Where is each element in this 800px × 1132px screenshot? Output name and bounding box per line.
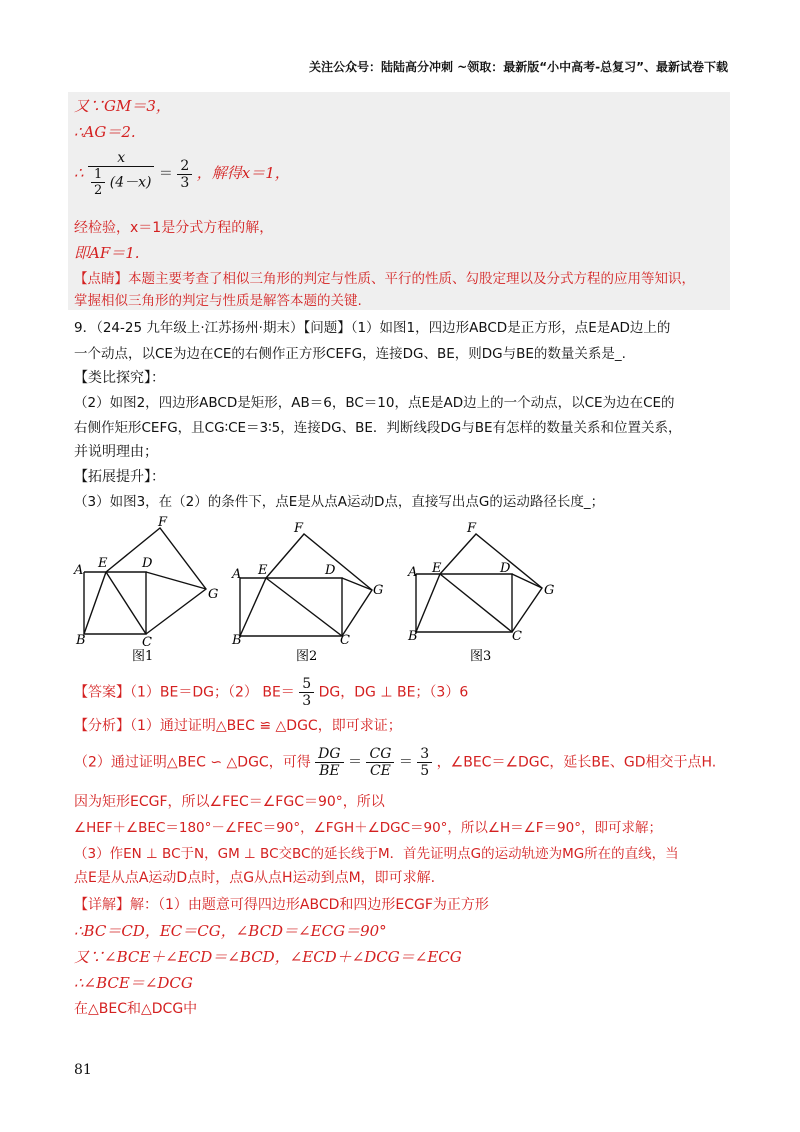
fig2-label-f: F bbox=[294, 521, 304, 536]
box-line-4: 经检验，x＝1是分式方程的解， bbox=[74, 220, 274, 236]
analysis-2-tail: ，∠BEC＝∠DGC，延长BE、GD相交于点H. bbox=[436, 754, 717, 771]
ratio3-den: 5 bbox=[420, 763, 430, 779]
detail-line-3: 又∵∠BCE＋∠ECD＝∠BCD，∠ECD＋∠DCG＝∠ECG bbox=[74, 948, 462, 966]
analysis-line-2: （2）通过证明△BEC ∽ △DGC，可得 $\frac{DG}{BE}$ ＝ $\frac{CG}{CE}$ ＝ $\frac{3}{5}$ ，∠BEC＝∠DGC，延长BE、GD相交于点H. bbox=[74, 746, 717, 779]
fig2-label-c: C bbox=[340, 633, 350, 648]
fig2-label-b: B bbox=[232, 633, 242, 648]
box-line-5: 即AF＝1. bbox=[74, 244, 140, 262]
answer-line bbox=[74, 676, 468, 709]
fig1-caption: 图1 bbox=[132, 649, 154, 664]
analysis-2-head: （2）通过证明△BEC ∽ △DGC，可得 bbox=[74, 754, 311, 771]
figures-diagram bbox=[60, 512, 580, 664]
answer-frac-den: 3 bbox=[302, 693, 312, 709]
answer-part-1: 【答案】（1）BE＝DG；（2） BE＝ bbox=[74, 684, 295, 701]
fig3-label-c: C bbox=[512, 629, 522, 644]
ratio2-num: CG bbox=[366, 746, 394, 763]
half-den: 2 bbox=[94, 183, 103, 198]
analysis-line-3: 因为矩形ECGF，所以∠FEC＝∠FGC＝90°，所以 bbox=[74, 794, 385, 810]
figure-1 bbox=[84, 528, 206, 634]
problem-line-2: 一个动点，以CE为边在CE的右侧作正方形CEFG，连接DG、BE，则DG与BE的数量关系是_. bbox=[74, 346, 626, 362]
fig3-caption: 图3 bbox=[470, 649, 492, 664]
fig3-label-b: B bbox=[408, 629, 418, 644]
fig1-label-e: E bbox=[98, 556, 108, 571]
fig2-label-g: G bbox=[373, 583, 384, 598]
figure-2 bbox=[240, 534, 372, 636]
analysis-line-1: 【分析】（1）通过证明△BEC ≌ △DGC，即可求证； bbox=[74, 718, 402, 734]
ratio3-num: 3 bbox=[417, 746, 432, 763]
fig1-label-g: G bbox=[208, 587, 219, 602]
answer-frac-num: 5 bbox=[299, 676, 314, 693]
detail-line-5: 在△BEC和△DCG中 bbox=[74, 1001, 198, 1017]
fig3-label-d: D bbox=[500, 561, 511, 576]
solve-text: ，解得x＝1， bbox=[196, 164, 290, 182]
ratio1-den: BE bbox=[319, 763, 340, 779]
fig1-label-f: F bbox=[158, 515, 168, 530]
problem-line-8: （3）如图3，在（2）的条件下，点E是从点A运动D点，直接写出点G的运动路径长度_； bbox=[74, 494, 605, 510]
problem-line-4: （2）如图2，四边形ABCD是矩形，AB＝6，BC＝10，点E是AD边上的一个动点，以CE为边在CE的 bbox=[74, 395, 675, 411]
box-line-7: 掌握相似三角形的判定与性质是解答本题的关键. bbox=[74, 293, 362, 309]
problem-line-5: 右侧作矩形CEFG，且CG∶CE＝3∶5，连接DG、BE．判断线段DG与BE有怎样的数量关系和位置关系， bbox=[74, 420, 682, 436]
ratio2-den: CE bbox=[369, 763, 391, 779]
box-line-2: ∴AG＝2. bbox=[74, 123, 136, 141]
detail-line-2: ∴BC＝CD，EC＝CG，∠BCD＝∠ECG＝90° bbox=[74, 922, 387, 940]
half-num: 1 bbox=[91, 167, 105, 183]
fig2-label-a: A bbox=[232, 567, 242, 582]
answer-part-2: DG，DG ⊥ BE；（3）6 bbox=[318, 684, 469, 701]
fig1-label-c: C bbox=[142, 635, 152, 650]
figure-3 bbox=[416, 534, 542, 632]
page-number: 81 bbox=[74, 1062, 92, 1078]
fig2-label-e: E bbox=[258, 563, 268, 578]
frac-denominator-tail: (4－x) bbox=[109, 174, 152, 191]
detail-line-1: 【详解】解：（1）由题意可得四边形ABCD和四边形ECGF为正方形 bbox=[74, 897, 489, 913]
fig3-label-a: A bbox=[408, 565, 418, 580]
fig1-label-d: D bbox=[142, 556, 153, 571]
problem-line-6: 并说明理由； bbox=[74, 444, 158, 460]
frac-numerator: x bbox=[88, 150, 154, 167]
fig3-label-f: F bbox=[467, 521, 477, 536]
detail-line-4: ∴∠BCE＝∠DCG bbox=[74, 974, 193, 992]
fig2-label-d: D bbox=[325, 563, 336, 578]
box-fraction-equation: ∴ x $\frac{1}{2}$ (4－x) ＝ $\frac{2}{3}$ ，解得x＝1， bbox=[74, 150, 290, 198]
analysis-line-4: ∠HEF＋∠BEC＝180°－∠FEC＝90°，∠FGH＋∠DGC＝90°，所以∠H＝∠F＝90°，即可求解； bbox=[74, 820, 662, 836]
box-line-6: 【点睛】本题主要考查了相似三角形的判定与性质、平行的性质、勾股定理以及分式方程的应用等知识， bbox=[74, 271, 695, 287]
problem-line-1: 9．（24-25 九年级上·江苏扬州·期末）【问题】（1）如图1，四边形ABCD是正方形，点E是AD边上的 bbox=[74, 320, 671, 336]
fig1-label-a: A bbox=[74, 563, 84, 578]
page-header: 关注公众号：陆陆高分冲刺 ~领取：最新版“小中高考-总复习”、最新试卷下载 bbox=[309, 60, 728, 74]
box-line-1: 又∵GM＝3， bbox=[74, 97, 171, 115]
rhs-num: 2 bbox=[177, 158, 192, 175]
analysis-line-6: 点E是从点A运动D点时，点G从点H运动到点M，即可求解. bbox=[74, 870, 436, 886]
equals-sign: ＝ bbox=[158, 166, 173, 182]
ratio1-num: DG bbox=[315, 746, 343, 763]
rhs-den: 3 bbox=[180, 174, 190, 191]
fig1-label-b: B bbox=[76, 633, 86, 648]
fig2-caption: 图2 bbox=[296, 649, 318, 664]
fig3-label-g: G bbox=[544, 583, 555, 598]
analysis-line-5: （3）作EN ⊥ BC于N，GM ⊥ BC交BC的延长线于M．首先证明点G的运动轨迹为MG所在的直线，当 bbox=[74, 846, 679, 862]
problem-line-3: 【类比探究】： bbox=[74, 370, 165, 386]
problem-line-7: 【拓展提升】： bbox=[74, 469, 165, 485]
fig3-label-e: E bbox=[432, 561, 442, 576]
